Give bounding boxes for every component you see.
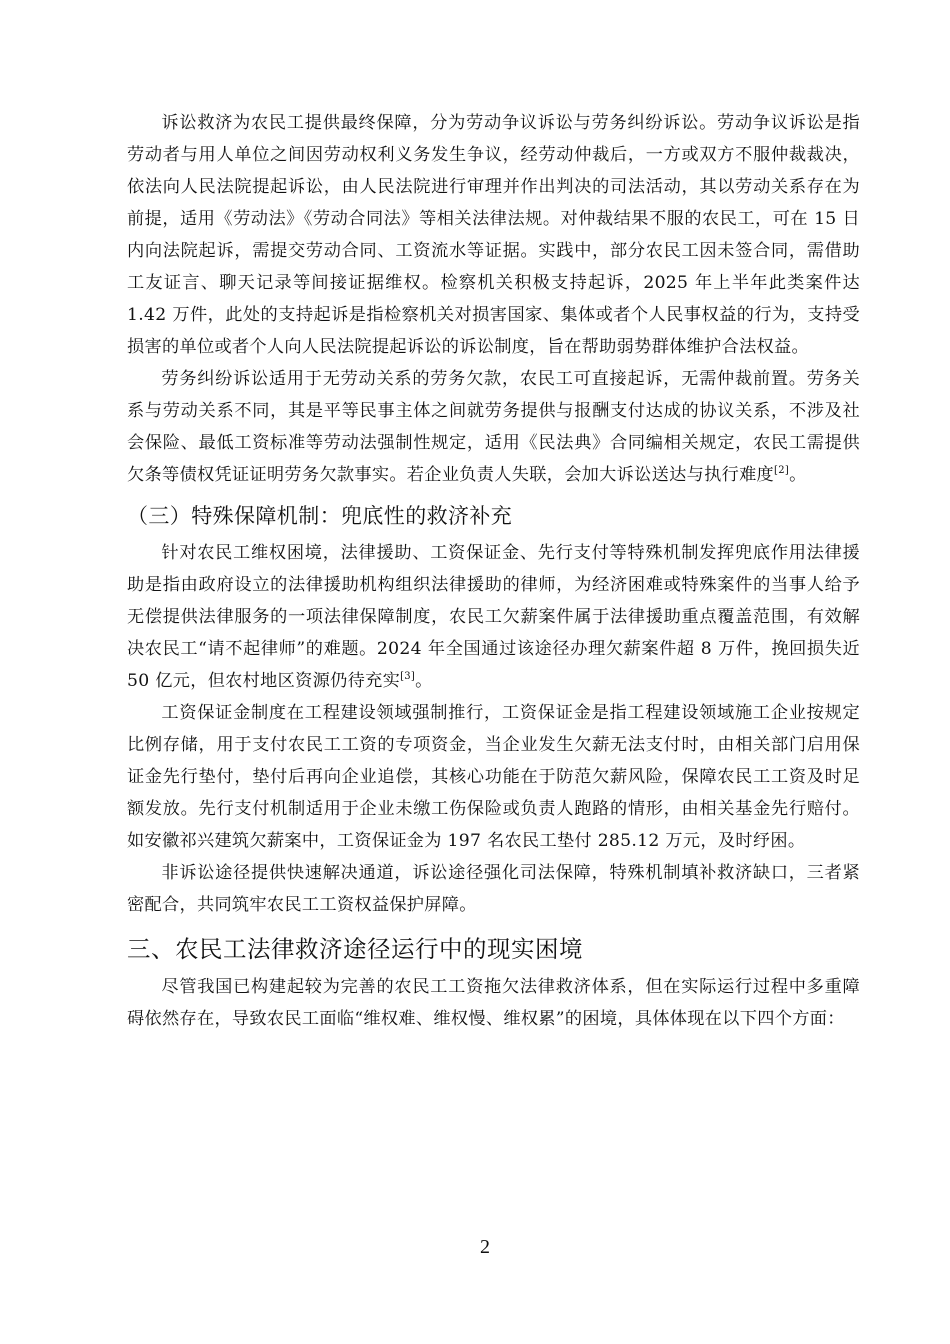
page-number: 2: [480, 1236, 490, 1258]
paragraph-end: 。: [415, 671, 433, 691]
paragraph-text: 劳务纠纷诉讼适用于无劳动关系的劳务欠款，农民工可直接起诉，无需仲裁前置。劳务关系与劳动关系不同，其是平等民事主体之间就劳务提供与报酬支付达成的协议关系，不涉及社会保险、最低工资标准等劳动法强制性规定，适用《民法典》合同编相关规定，农民工需提供欠条等债权凭证证明劳务欠款事实。若企业负责人失联，会加大诉讼送达与执行难度: [127, 369, 860, 485]
paragraph-text: 针对农民工维权困境，法律援助、工资保证金、先行支付等特殊机制发挥兜底作用法律援助是指由政府设立的法律援助机构组织法律援助的律师，为经济困难或特殊案件的当事人给予无偿提供法律服务的一项法律保障制度，农民工欠薪案件属于法律援助重点覆盖范围，有效解决农民工“请不起律师”的难题。2024 年全国通过该途径办理欠薪案件超 8 万件，挽回损失近 50 亿元，但农村地区资源仍待充实: [127, 543, 860, 691]
subsection-heading-special-mechanism: （三）特殊保障机制：兜底性的救济补充: [127, 504, 513, 528]
citation-ref: [2]: [774, 465, 790, 476]
section-heading-real-difficulties: 三、农民工法律救济途径运行中的现实困境: [127, 935, 583, 963]
paragraph-labor-service-dispute: [127, 363, 860, 491]
paragraph-difficulties-intro: 尽管我国已构建起较为完善的农民工工资拖欠法律救济体系，但在实际运行过程中多重障碍依然存在，导致农民工面临“维权难、维权慢、维权累”的困境，具体体现在以下四个方面：: [127, 977, 860, 1029]
paragraph-end: 。: [789, 465, 807, 485]
paragraph-summary: 非诉讼途径提供快速解决通道，诉讼途径强化司法保障，特殊机制填补救济缺口，三者紧密配合，共同筑牢农民工工资权益保护屏障。: [127, 863, 860, 915]
paragraph-wage-deposit: 工资保证金制度在工程建设领域强制推行，工资保证金是指工程建设领域施工企业按规定比例存储，用于支付农民工工资的专项资金，当企业发生欠薪无法支付时，由相关部门启用保证金先行垫付，垫付后再向企业追偿，其核心功能在于防范欠薪风险，保障农民工工资及时足额发放。先行支付机制适用于企业未缴工伤保险或负责人跑路的情形，由相关基金先行赔付。如安徽祁兴建筑欠薪案中，工资保证金为 197 名农民工垫付 285.12 万元，及时纾困。: [127, 703, 860, 851]
paragraph-legal-aid: [127, 537, 860, 697]
citation-ref: [3]: [400, 671, 416, 682]
paragraph-litigation-relief: 诉讼救济为农民工提供最终保障，分为劳动争议诉讼与劳务纠纷诉讼。劳动争议诉讼是指劳动者与用人单位之间因劳动权利义务发生争议，经劳动仲裁后，一方或双方不服仲裁裁决，依法向人民法院提起诉讼，由人民法院进行审理并作出判决的司法活动，其以劳动关系存在为前提，适用《劳动法》《劳动合同法》等相关法律法规。对仲裁结果不服的农民工，可在 15 日内向法院起诉，需提交劳动合同、工资流水等证据。实践中，部分农民工因未签合同，需借助工友证言、聊天记录等间接证据维权。检察机关积极支持起诉，2025 年上半年此类案件达 1.42 万件，此处的支持起诉是指检察机关对损害国家、集体或者个人民事权益的行为，支持受损害的单位或者个人向人民法院提起诉讼的诉讼制度，旨在帮助弱势群体维护合法权益。: [127, 113, 860, 357]
